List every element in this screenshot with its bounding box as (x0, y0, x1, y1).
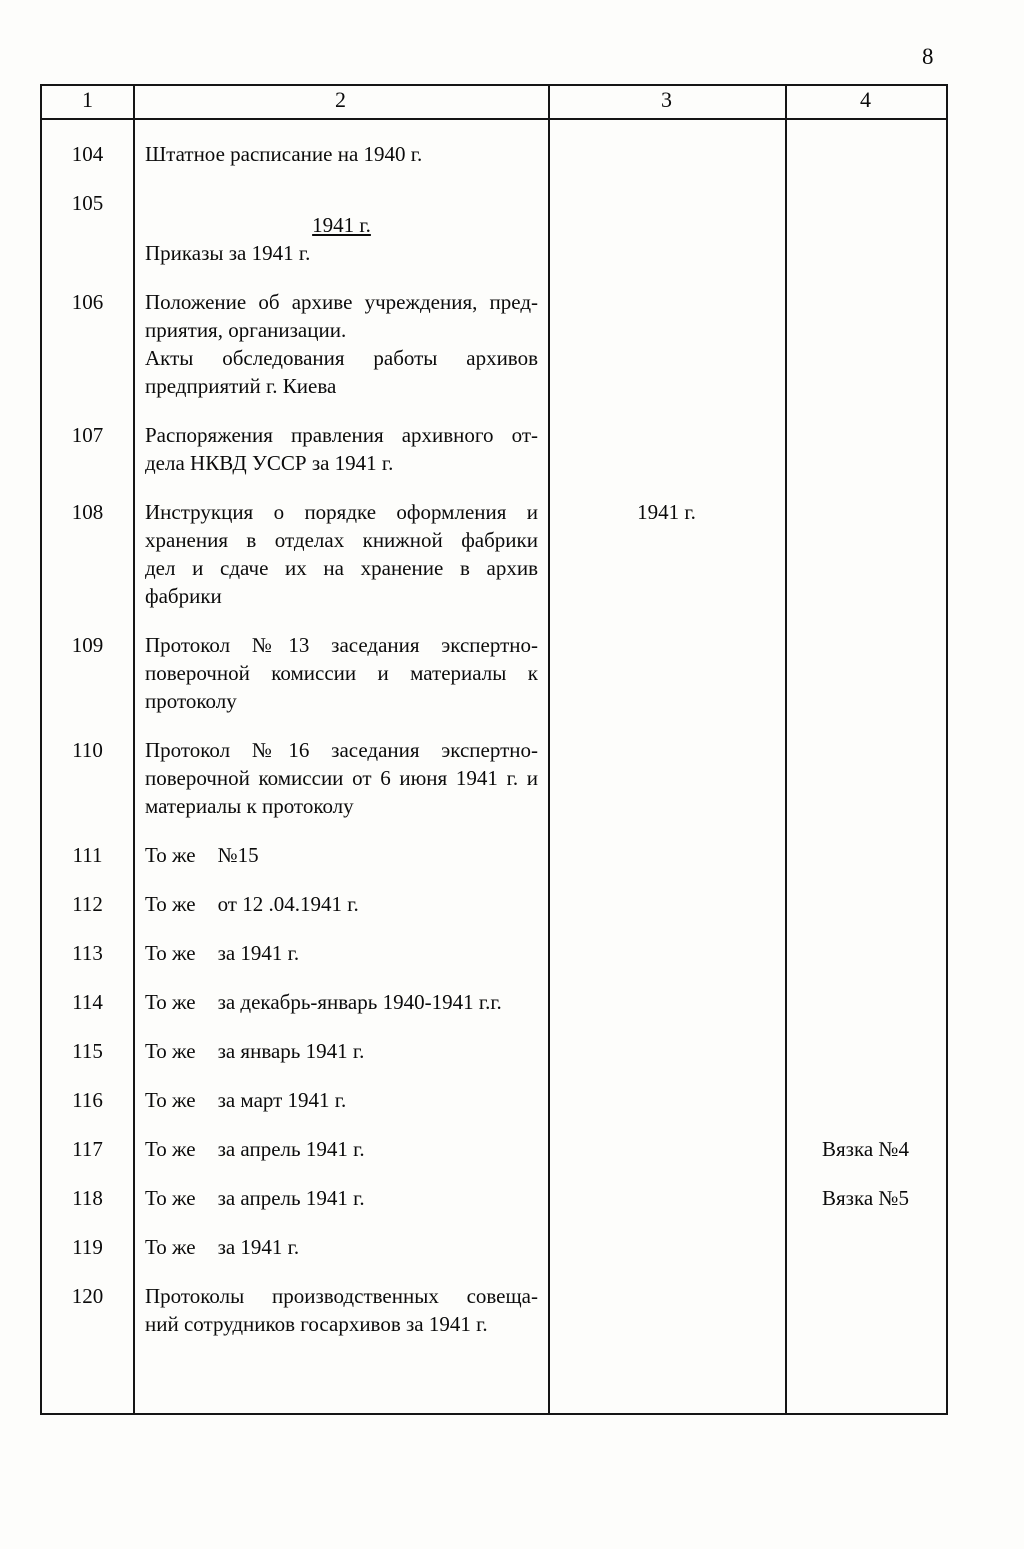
description-line: фабрики (145, 584, 222, 608)
description-line: Протокол №13 заседания экспертно- (145, 633, 538, 657)
header-cell-2: 2 (335, 87, 346, 112)
description-line: ний сотрудников госархивов за 1941 г. (145, 1312, 488, 1336)
header-cell-1: 1 (82, 87, 93, 112)
description-line: хранения в отделах книжной фабрики (145, 528, 538, 552)
row-number: 112 (72, 892, 103, 916)
description-line: То же от 12 .04.1941 г. (145, 892, 359, 916)
row-date (548, 736, 785, 820)
description-line: приятия, организации. (145, 318, 347, 342)
table-row (42, 189, 946, 267)
description-line: Инструкция о порядке оформления и (145, 500, 538, 524)
row-date (548, 1184, 785, 1212)
row-note (785, 631, 946, 715)
row-note (785, 1282, 946, 1338)
row-number: 105 (71, 191, 104, 215)
description-line: Протокол №16 заседания экспертно- (145, 738, 538, 762)
row-description (133, 1184, 548, 1212)
row-number: 117 (72, 1137, 103, 1161)
description-line: поверочной комиссии от 6 июня 1941 г. и (145, 766, 538, 790)
row-note: Вязка №4 (822, 1137, 909, 1161)
row-date (548, 1086, 785, 1114)
table-row (42, 939, 946, 967)
description-line: предприятий г. Киева (145, 374, 337, 398)
description-line: дел и сдаче их на хранение в архив (145, 556, 538, 580)
header-cell-3: 3 (661, 87, 672, 112)
table-row (42, 140, 946, 168)
row-description (133, 1233, 548, 1261)
row-number: 114 (72, 990, 103, 1014)
column-divider-2 (548, 86, 550, 1413)
table-row (42, 1135, 946, 1163)
row-date (548, 988, 785, 1016)
description-line: Штатное расписание на 1940 г. (145, 142, 423, 166)
description-line: материалы к протоколу (145, 794, 354, 818)
row-note (785, 1086, 946, 1114)
row-note (785, 1037, 946, 1065)
row-note (785, 140, 946, 168)
row-note (785, 939, 946, 967)
row-description (133, 890, 548, 918)
table-row (42, 841, 946, 869)
column-divider-1 (133, 86, 135, 1413)
row-date (548, 1282, 785, 1338)
row-number: 109 (71, 633, 104, 657)
row-number: 106 (71, 290, 104, 314)
row-date (548, 1037, 785, 1065)
row-number: 111 (72, 843, 103, 867)
page-number: 8 (922, 44, 934, 69)
description-line: Распоряжения правления архивного от- (145, 423, 538, 447)
row-date (548, 890, 785, 918)
table-row (42, 498, 946, 610)
row-number: 119 (72, 1235, 103, 1259)
row-note (785, 841, 946, 869)
description-line: Акты обследования работы архивов (145, 346, 538, 370)
description-line: То же за апрель 1941 г. (145, 1186, 365, 1210)
row-number: 107 (71, 423, 104, 447)
row-description (133, 421, 548, 477)
row-number: 120 (71, 1284, 104, 1308)
row-note (785, 189, 946, 267)
archive-inventory-table (40, 84, 948, 1415)
row-description (133, 1086, 548, 1114)
table-row (42, 1282, 946, 1338)
table-row (42, 890, 946, 918)
row-date (548, 421, 785, 477)
row-description (133, 841, 548, 869)
description-line: То же №15 (145, 843, 259, 867)
row-number: 115 (72, 1039, 103, 1063)
row-description (133, 1282, 548, 1338)
row-description (133, 939, 548, 967)
row-date (548, 631, 785, 715)
table-header-row (42, 86, 946, 120)
row-description (133, 988, 548, 1016)
row-note: Вязка №5 (822, 1186, 909, 1210)
row-number: 104 (71, 142, 104, 166)
table-row (42, 1184, 946, 1212)
row-date (548, 189, 785, 267)
row-number: 110 (72, 738, 103, 762)
table-body (42, 120, 946, 1338)
row-note (785, 288, 946, 400)
row-description (133, 288, 548, 400)
description-line: То же за апрель 1941 г. (145, 1137, 365, 1161)
table-row (42, 288, 946, 400)
row-description (133, 140, 548, 168)
description-line: Приказы за 1941 г. (145, 241, 311, 265)
description-line: Положение об архиве учреждения, пред- (145, 290, 538, 314)
row-date (548, 1233, 785, 1261)
description-line: То же за январь 1941 г. (145, 1039, 365, 1063)
row-description (133, 1037, 548, 1065)
row-date (548, 1135, 785, 1163)
table-row (42, 988, 946, 1016)
row-date (548, 288, 785, 400)
row-description (133, 189, 548, 267)
row-date (548, 140, 785, 168)
description-line: дела НКВД УССР за 1941 г. (145, 451, 394, 475)
description-line: протоколу (145, 689, 237, 713)
table-row (42, 421, 946, 477)
row-number: 116 (72, 1088, 103, 1112)
row-note (785, 421, 946, 477)
row-note (785, 736, 946, 820)
table-row (42, 736, 946, 820)
description-line: Протоколы производственных совеща- (145, 1284, 538, 1308)
description-line: То же за декабрь-январь 1940-1941 г.г. (145, 990, 502, 1014)
row-description (133, 736, 548, 820)
column-divider-3 (785, 86, 787, 1413)
description-line: То же за 1941 г. (145, 1235, 300, 1259)
table-row (42, 1233, 946, 1261)
table-row (42, 1037, 946, 1065)
section-year-heading: 1941 г. (312, 213, 371, 237)
row-date: 1941 г. (637, 500, 696, 524)
row-number: 108 (71, 500, 104, 524)
row-date (548, 841, 785, 869)
description-line: поверочной комиссии и материалы к (145, 661, 538, 685)
row-note (785, 498, 946, 610)
row-note (785, 1233, 946, 1261)
table-row (42, 1086, 946, 1114)
description-line: То же за март 1941 г. (145, 1088, 347, 1112)
row-number: 118 (72, 1186, 103, 1210)
row-number: 113 (72, 941, 103, 965)
description-line: То же за 1941 г. (145, 941, 300, 965)
table-row (42, 631, 946, 715)
row-description (133, 1135, 548, 1163)
row-description (133, 498, 548, 610)
header-cell-4: 4 (860, 87, 871, 112)
row-note (785, 890, 946, 918)
row-note (785, 988, 946, 1016)
row-date (548, 939, 785, 967)
row-description (133, 631, 548, 715)
